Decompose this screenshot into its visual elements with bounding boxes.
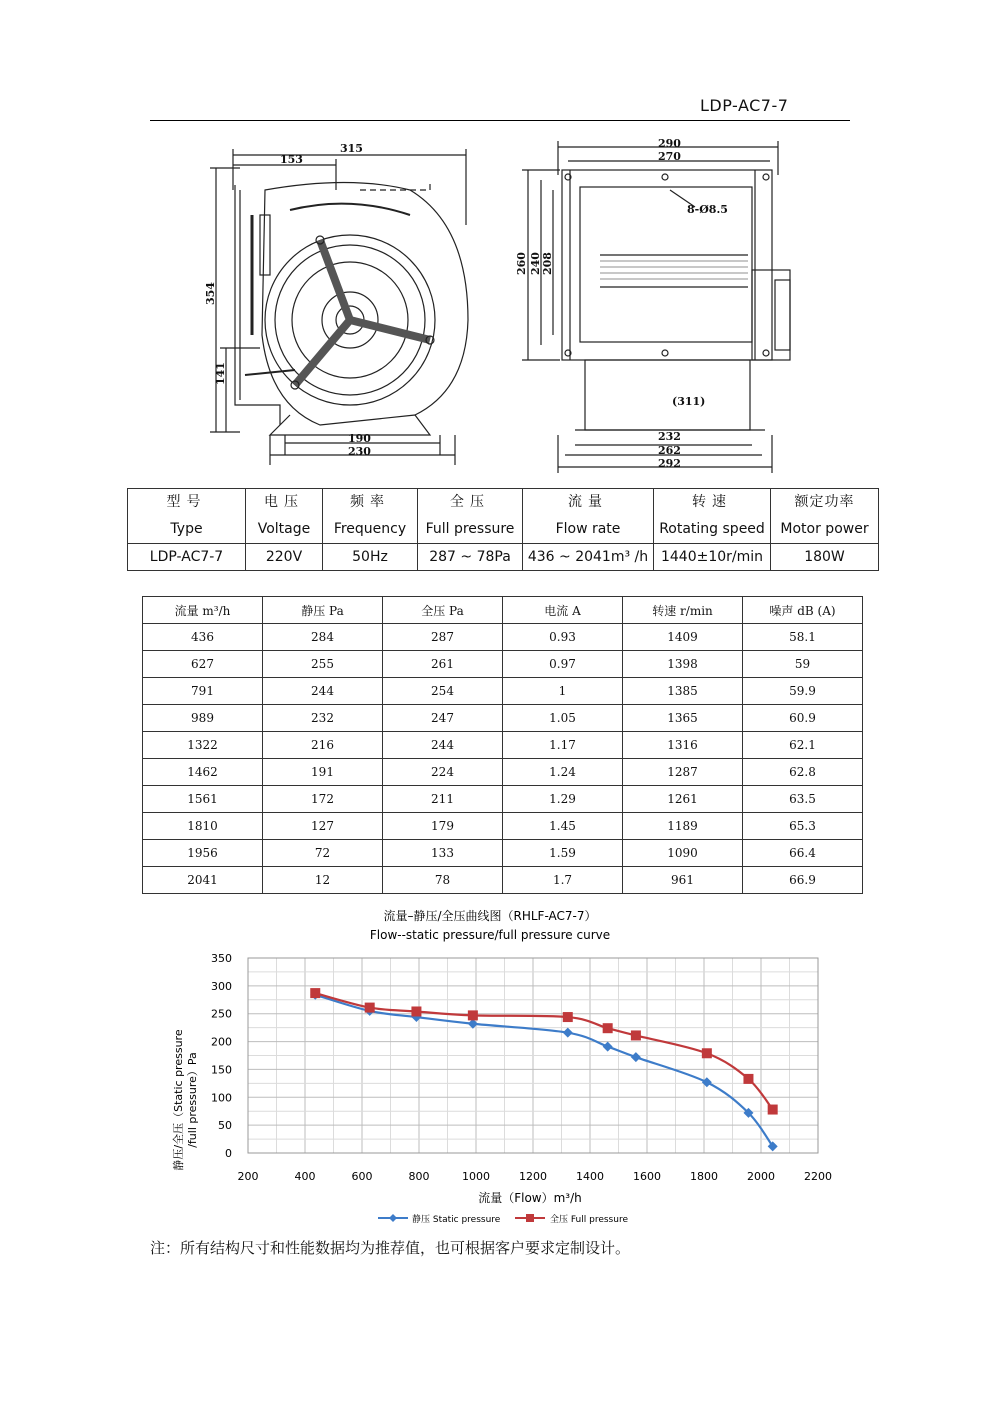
spec-value-frequency: 50Hz [323,544,418,571]
spec-col-flow-rate: 流量 Flow rate [523,489,654,544]
dim-270: 270 [658,150,681,163]
chart-subtitle: Flow--static pressure/full pressure curve [369,928,611,942]
table-cell: 65.3 [743,813,863,840]
y-tick-label: 350 [211,952,232,965]
table-cell: 989 [143,705,263,732]
dim-292: 292 [658,457,681,470]
spec-value-flow-rate: 436 ~ 2041m³ /h [523,544,654,571]
spec-value-full-pressure: 287 ~ 78Pa [418,544,523,571]
table-cell: 1409 [623,624,743,651]
table-cell: 59 [743,651,863,678]
x-tick-label: 1000 [462,1170,490,1183]
table-cell: 1.05 [503,705,623,732]
table-cell: 1261 [623,786,743,813]
table-cell: 62.1 [743,732,863,759]
x-tick-label: 600 [351,1170,373,1183]
table-cell: 1462 [143,759,263,786]
dim-hole: 8-Ø8.5 [687,203,728,216]
table-cell: 1287 [623,759,743,786]
table-cell: 1 [503,678,623,705]
table-cell: 1365 [623,705,743,732]
dim-260: 260 [515,252,528,275]
table-cell: 1.45 [503,813,623,840]
spec-table [127,488,879,571]
table-cell: 1561 [143,786,263,813]
dim-240: 240 [529,252,542,275]
table-row [143,867,863,894]
legend-full-label: 全压 Full pressure [550,1215,628,1225]
table-cell: 216 [263,732,383,759]
table-row [143,786,863,813]
perf-header: 电流 A [503,597,623,624]
table-cell: 2041 [143,867,263,894]
spec-value-type: LDP-AC7-7 [128,544,246,571]
table-cell: 436 [143,624,263,651]
table-cell: 0.97 [503,651,623,678]
table-cell: 255 [263,651,383,678]
spec-col-motor-power: 额定功率 Motor power [771,489,879,544]
static-pressure-point [563,1028,573,1038]
spec-col-full-pressure: 全压 Full pressure [418,489,523,544]
table-cell: 1.59 [503,840,623,867]
table-row [143,624,863,651]
table-row [143,813,863,840]
table-cell: 254 [383,678,503,705]
perf-header: 静压 Pa [263,597,383,624]
table-cell: 1090 [623,840,743,867]
table-row [143,840,863,867]
x-tick-label: 2000 [747,1170,775,1183]
table-cell: 1.29 [503,786,623,813]
table-cell: 1.24 [503,759,623,786]
table-cell: 59.9 [743,678,863,705]
full-pressure-point [768,1105,778,1115]
static-pressure-point [631,1052,641,1062]
table-cell: 287 [383,624,503,651]
x-tick-label: 1200 [519,1170,547,1183]
chart-legend [378,1213,628,1225]
y-axis-ticks [211,952,232,1160]
dim-153: 153 [280,153,303,166]
x-tick-label: 800 [408,1170,430,1183]
dim-190: 190 [348,432,371,445]
table-cell: 172 [263,786,383,813]
table-cell: 1810 [143,813,263,840]
legend-full-marker [526,1214,534,1222]
table-cell: 224 [383,759,503,786]
full-pressure-point [603,1023,613,1033]
model-code-header: LDP-AC7-7 [700,96,789,115]
table-row [143,651,863,678]
spec-value-rotating-speed: 1440±10r/min [654,544,771,571]
dim-141: 141 [214,362,227,385]
full-pressure-point [411,1006,421,1016]
table-cell: 1385 [623,678,743,705]
header-divider [150,120,850,121]
table-cell: 1189 [623,813,743,840]
table-cell: 232 [263,705,383,732]
table-cell: 247 [383,705,503,732]
full-pressure-point [743,1074,753,1084]
y-tick-label: 300 [211,979,232,993]
dim-262: 262 [658,444,681,457]
perf-header: 转速 r/min [623,597,743,624]
table-cell: 66.9 [743,867,863,894]
table-cell: 1956 [143,840,263,867]
x-tick-label: 2200 [804,1170,832,1183]
spec-col-voltage: 电压 Voltage [246,489,323,544]
x-axis-ticks [238,1170,833,1183]
spec-col-type: 型号 Type [128,489,246,544]
chart-grid [248,958,818,1153]
y-tick-label: 150 [211,1063,232,1077]
full-pressure-point [310,988,320,998]
table-cell: 1398 [623,651,743,678]
full-pressure-point [563,1012,573,1022]
y-tick-label: 200 [211,1035,232,1049]
y-axis-label-line1: 静压/全压（Static pressure [172,1029,185,1171]
legend-static-label: 静压 Static pressure [412,1215,501,1225]
legend-static-marker [389,1214,397,1222]
table-cell: 60.9 [743,705,863,732]
table-cell: 63.5 [743,786,863,813]
flow-pressure-chart [160,900,840,1230]
x-tick-label: 1800 [690,1170,718,1183]
dim-311: (311) [672,395,706,408]
footnote: 注：所有结构尺寸和性能数据均为推荐值，也可根据客户要求定制设计。 [150,1239,631,1257]
performance-header-row [143,597,863,624]
table-cell: 66.4 [743,840,863,867]
table-row [143,705,863,732]
table-cell: 244 [383,732,503,759]
x-tick-label: 1600 [633,1170,661,1183]
dim-232: 232 [658,430,681,443]
spec-col-rotating-speed: 转速 Rotating speed [654,489,771,544]
table-cell: 191 [263,759,383,786]
dim-230: 230 [348,445,371,458]
y-tick-label: 100 [211,1091,232,1105]
dim-208: 208 [541,252,554,275]
table-cell: 58.1 [743,624,863,651]
table-row [143,678,863,705]
full-pressure-point [468,1010,478,1020]
table-cell: 0.93 [503,624,623,651]
perf-header: 流量 m³/h [143,597,263,624]
static-pressure-point [603,1042,613,1052]
y-tick-label: 250 [211,1007,232,1021]
table-cell: 1316 [623,732,743,759]
table-cell: 12 [263,867,383,894]
perf-header: 全压 Pa [383,597,503,624]
table-cell: 627 [143,651,263,678]
x-axis-label: 流量（Flow）m³/h [478,1191,582,1205]
y-tick-label: 0 [225,1147,232,1160]
table-cell: 261 [383,651,503,678]
table-cell: 127 [263,813,383,840]
y-axis-label-line2: /full pressure）Pa [186,1052,199,1148]
full-pressure-point [365,1003,375,1013]
table-cell: 284 [263,624,383,651]
dim-290: 290 [658,137,681,150]
full-pressure-point [702,1048,712,1058]
table-cell: 211 [383,786,503,813]
static-pressure-point [702,1077,712,1087]
table-cell: 244 [263,678,383,705]
spec-col-frequency: 频率 Frequency [323,489,418,544]
dim-315: 315 [340,142,363,155]
full-pressure-point [631,1030,641,1040]
x-tick-label: 200 [237,1170,259,1183]
table-cell: 791 [143,678,263,705]
spec-value-voltage: 220V [246,544,323,571]
table-cell: 78 [383,867,503,894]
performance-table [142,596,863,894]
x-tick-label: 400 [294,1170,316,1183]
technical-drawing [200,135,800,475]
spec-value-motor-power: 180W [771,544,879,571]
chart-title: 流量–静压/全压曲线图（RHLF-AC7-7） [383,909,597,923]
table-cell: 133 [383,840,503,867]
table-cell: 961 [623,867,743,894]
table-cell: 1.7 [503,867,623,894]
dim-354: 354 [204,282,217,305]
table-cell: 72 [263,840,383,867]
table-cell: 1322 [143,732,263,759]
y-tick-label: 50 [218,1119,232,1133]
table-cell: 62.8 [743,759,863,786]
perf-header: 噪声 dB (A) [743,597,863,624]
x-tick-label: 1400 [576,1170,604,1183]
table-cell: 1.17 [503,732,623,759]
table-cell: 179 [383,813,503,840]
table-row [143,732,863,759]
table-row [143,759,863,786]
